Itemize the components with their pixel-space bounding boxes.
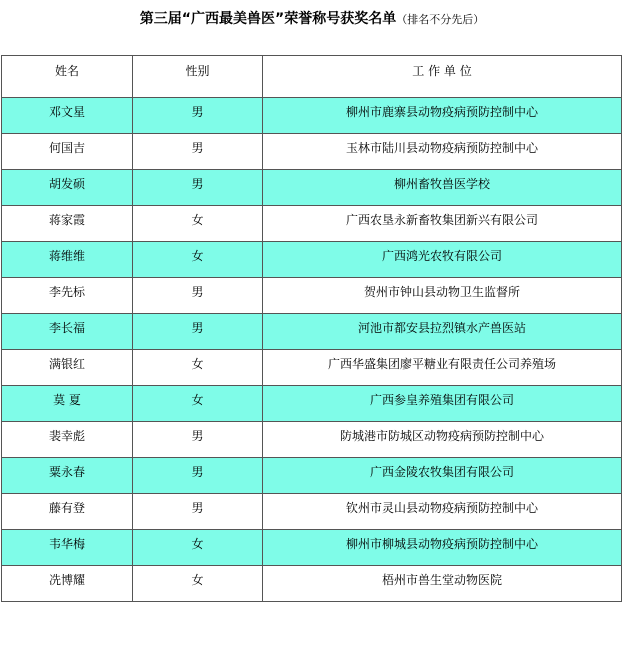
cell-name: 满银红 [2, 350, 133, 386]
title-note: （排名不分先后） [396, 13, 485, 26]
table-row [2, 314, 622, 350]
cell-name: 蒋维维 [2, 242, 133, 278]
cell-name: 裴幸彪 [2, 422, 133, 458]
page-title [0, 8, 624, 28]
table-row [2, 278, 622, 314]
cell-gender: 男 [133, 170, 263, 206]
cell-name: 胡发硕 [2, 170, 133, 206]
cell-gender: 女 [133, 566, 263, 602]
cell-unit: 广西农垦永新畜牧集团新兴有限公司 [263, 206, 622, 242]
cell-gender: 女 [133, 350, 263, 386]
table-row [2, 566, 622, 602]
header-unit: 工 作 单 位 [263, 56, 622, 98]
cell-gender: 女 [133, 242, 263, 278]
cell-name: 李长福 [2, 314, 133, 350]
cell-unit: 梧州市兽生堂动物医院 [263, 566, 622, 602]
cell-gender: 男 [133, 494, 263, 530]
table-row [2, 134, 622, 170]
cell-unit: 广西华盛集团廖平糖业有限责任公司养殖场 [263, 350, 622, 386]
cell-gender: 女 [133, 530, 263, 566]
cell-unit: 河池市都安县拉烈镇水产兽医站 [263, 314, 622, 350]
cell-name: 蒋家霞 [2, 206, 133, 242]
title-text: 第三届“广西最美兽医”荣誉称号获奖名单 [139, 11, 397, 27]
table-row [2, 242, 622, 278]
header-gender: 性别 [133, 56, 263, 98]
awardee-table [1, 55, 622, 602]
cell-gender: 女 [133, 386, 263, 422]
cell-name: 李先标 [2, 278, 133, 314]
cell-name: 韦华梅 [2, 530, 133, 566]
cell-unit: 贺州市钟山县动物卫生监督所 [263, 278, 622, 314]
cell-unit: 广西参皇养殖集团有限公司 [263, 386, 622, 422]
cell-unit: 柳州市鹿寨县动物疫病预防控制中心 [263, 98, 622, 134]
cell-name: 莫 夏 [2, 386, 133, 422]
cell-unit: 柳州畜牧兽医学校 [263, 170, 622, 206]
table-row [2, 494, 622, 530]
table-row [2, 422, 622, 458]
table-row [2, 170, 622, 206]
table-row [2, 530, 622, 566]
table-row [2, 458, 622, 494]
cell-gender: 男 [133, 278, 263, 314]
cell-unit: 玉林市陆川县动物疫病预防控制中心 [263, 134, 622, 170]
header-name: 姓名 [2, 56, 133, 98]
cell-name: 藤有登 [2, 494, 133, 530]
cell-unit: 防城港市防城区动物疫病预防控制中心 [263, 422, 622, 458]
table-row [2, 98, 622, 134]
cell-gender: 女 [133, 206, 263, 242]
cell-unit: 广西金陵农牧集团有限公司 [263, 458, 622, 494]
cell-name: 何国吉 [2, 134, 133, 170]
cell-gender: 男 [133, 458, 263, 494]
cell-name: 冼博耀 [2, 566, 133, 602]
cell-name: 粟永春 [2, 458, 133, 494]
cell-gender: 男 [133, 98, 263, 134]
cell-unit: 柳州市柳城县动物疫病预防控制中心 [263, 530, 622, 566]
cell-gender: 男 [133, 422, 263, 458]
cell-name: 邓文星 [2, 98, 133, 134]
table-row [2, 350, 622, 386]
table-row [2, 206, 622, 242]
cell-gender: 男 [133, 314, 263, 350]
cell-unit: 广西鸿光农牧有限公司 [263, 242, 622, 278]
table-row [2, 386, 622, 422]
table-header-row [2, 56, 622, 98]
cell-unit: 钦州市灵山县动物疫病预防控制中心 [263, 494, 622, 530]
cell-gender: 男 [133, 134, 263, 170]
